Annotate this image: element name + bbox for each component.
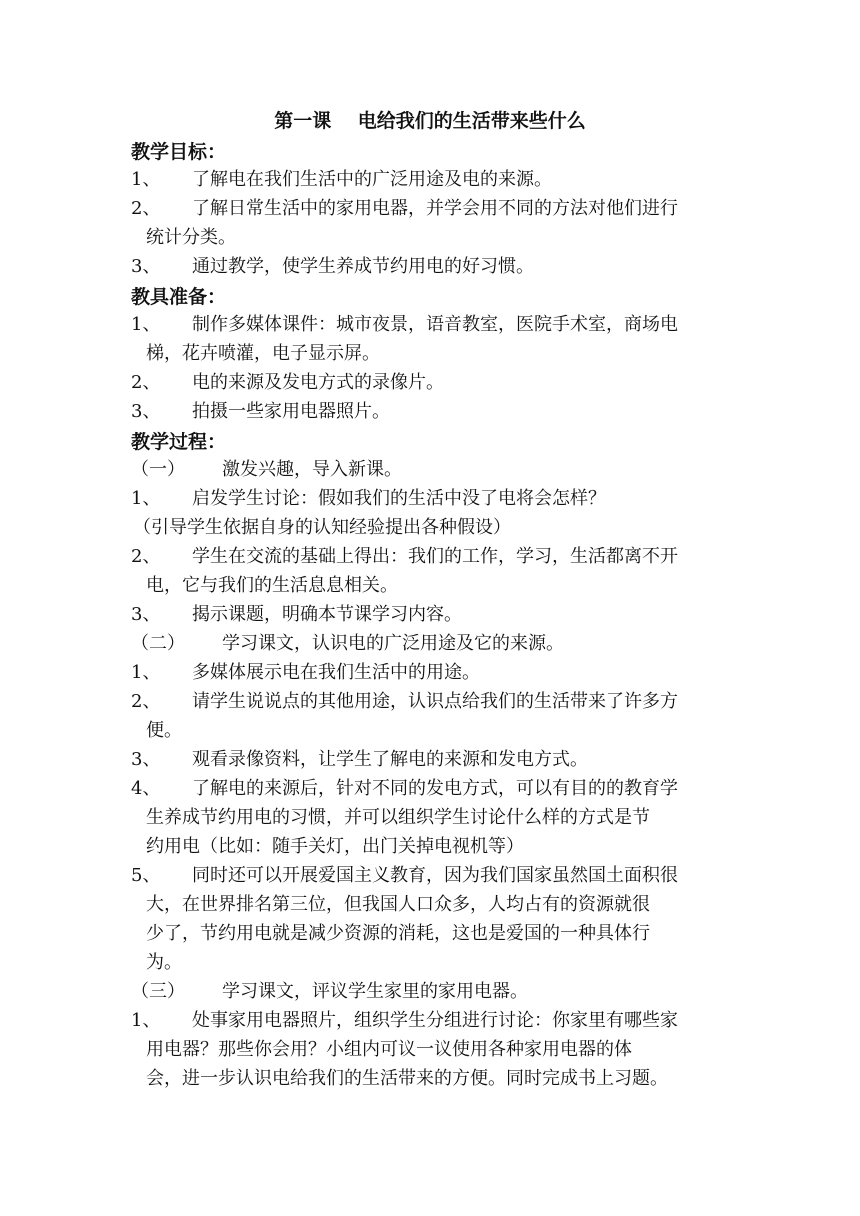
item-number: 5、 [131, 865, 161, 886]
item-number: 1、 [131, 169, 161, 190]
item-number: 4、 [131, 778, 161, 799]
item-text: 请学生说说点的其他用途，认识点给我们的生活带来了许多方 [192, 691, 678, 712]
section-title: 激发兴趣，导入新课。 [222, 459, 402, 480]
item-continuation: 统计分类。 [146, 227, 236, 248]
item-text: 启发学生讨论：假如我们的生活中没了电将会怎样？ [192, 488, 606, 509]
item-text: 了解日常生活中的家用电器，并学会用不同的方法对他们进行 [192, 198, 678, 219]
item-continuation: 约用电（比如：随手关灯，出门关掉电视机等） [146, 836, 524, 857]
item-continuation: 电，它与我们的生活息息相关。 [146, 575, 398, 596]
item-number: 1、 [131, 488, 161, 509]
guidance-note: （引导学生依据自身的认知经验提出各种假设） [133, 517, 511, 538]
item-number: 1、 [131, 1010, 161, 1031]
item-text: 处事家用电器照片，组织学生分组进行讨论：你家里有哪些家 [192, 1010, 678, 1031]
item-continuation: 少了，节约用电就是减少资源的消耗，这也是爱国的一种具体行 [146, 923, 650, 944]
item-continuation: 生养成节约用电的习惯，并可以组织学生讨论什么样的方式是节 [146, 807, 650, 828]
item-text: 观看录像资料，让学生了解电的来源和发电方式。 [192, 749, 588, 770]
item-continuation: 用电器？那些你会用？小组内可议一议使用各种家用电器的体 [146, 1039, 632, 1060]
item-continuation: 梯，花卉喷灌，电子显示屏。 [146, 343, 380, 364]
item-continuation: 便。 [146, 720, 182, 741]
item-continuation: 会，进一步认识电给我们的生活带来的方便。同时完成书上习题。 [146, 1068, 668, 1089]
section-number: （一） [131, 459, 185, 480]
item-text: 学生在交流的基础上得出：我们的工作，学习，生活都离不开 [192, 546, 678, 567]
item-text: 电的来源及发电方式的录像片。 [192, 372, 444, 393]
item-number: 2、 [131, 198, 161, 219]
item-number: 2、 [131, 546, 161, 567]
item-number: 3、 [131, 749, 161, 770]
process-heading: 教学过程： [131, 431, 227, 453]
objectives-heading: 教学目标： [131, 141, 227, 163]
item-text: 了解电在我们生活中的广泛用途及电的来源。 [192, 169, 552, 190]
section-number: （二） [131, 633, 185, 654]
item-number: 3、 [131, 256, 161, 277]
section-title: 学习课文，认识电的广泛用途及它的来源。 [222, 633, 564, 654]
item-text: 制作多媒体课件：城市夜景，语音教室，医院手术室，商场电 [192, 314, 678, 335]
item-text: 揭示课题，明确本节课学习内容。 [192, 604, 462, 625]
item-continuation: 为。 [146, 952, 182, 973]
section-number: （三） [131, 981, 185, 1002]
item-number: 2、 [131, 372, 161, 393]
item-text: 了解电的来源后，针对不同的发电方式，可以有目的的教育学 [192, 778, 678, 799]
item-text: 通过教学，使学生养成节约用电的好习惯。 [192, 256, 534, 277]
item-text: 拍摄一些家用电器照片。 [192, 401, 390, 422]
item-number: 1、 [131, 314, 161, 335]
lesson-title: 第一课 电给我们的生活带来些什么 [274, 110, 586, 132]
item-number: 2、 [131, 691, 161, 712]
section-title: 学习课文，评议学生家里的家用电器。 [222, 981, 528, 1002]
item-text: 多媒体展示电在我们生活中的用途。 [192, 662, 480, 683]
item-number: 3、 [131, 604, 161, 625]
item-continuation: 大，在世界排名第三位，但我国人口众多，人均占有的资源就很 [146, 894, 650, 915]
item-number: 1、 [131, 662, 161, 683]
materials-heading: 教具准备： [131, 286, 227, 308]
item-number: 3、 [131, 401, 161, 422]
item-text: 同时还可以开展爱国主义教育，因为我们国家虽然国土面积很 [192, 865, 678, 886]
